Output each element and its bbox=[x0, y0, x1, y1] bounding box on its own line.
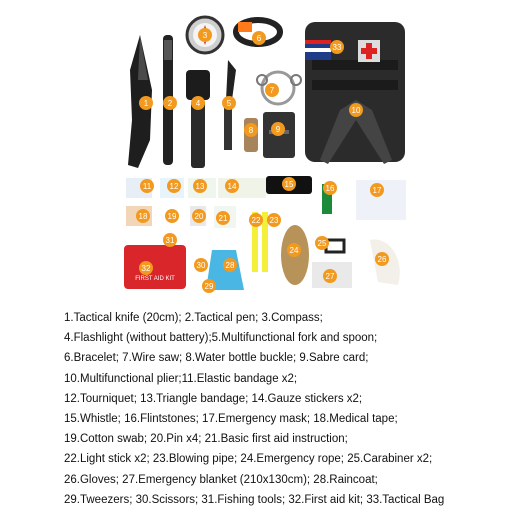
caption-line: 15.Whistle; 16.Flintstones; 17.Emergency mask; 18.Medical tape; bbox=[64, 413, 398, 426]
svg-text:2: 2 bbox=[167, 99, 173, 108]
item-tag bbox=[282, 177, 296, 191]
item-tag bbox=[323, 269, 337, 283]
item-tag bbox=[140, 179, 154, 193]
svg-text:28: 28 bbox=[225, 261, 235, 270]
svg-text:19: 19 bbox=[167, 212, 177, 221]
svg-text:26: 26 bbox=[377, 255, 387, 264]
caption-line: 29.Tweezers; 30.Scissors; 31.Fishing tools; 32.First aid kit; 33.Tactical Bag bbox=[64, 493, 445, 506]
item-tag bbox=[252, 31, 266, 45]
svg-text:7: 7 bbox=[269, 86, 275, 95]
item-tag bbox=[287, 243, 301, 257]
item-tag bbox=[192, 209, 206, 223]
item-tag bbox=[225, 179, 239, 193]
svg-text:33: 33 bbox=[332, 43, 342, 52]
item-tag bbox=[163, 233, 177, 247]
svg-text:10: 10 bbox=[351, 106, 361, 115]
item-tag bbox=[198, 28, 212, 42]
caption-line: 12.Tourniquet; 13.Triangle bandage; 14.Gauze stickers x2; bbox=[64, 392, 363, 405]
svg-text:31: 31 bbox=[165, 236, 175, 245]
svg-text:18: 18 bbox=[138, 212, 148, 221]
item-tag bbox=[163, 96, 177, 110]
wire-saw bbox=[257, 72, 301, 104]
svg-text:15: 15 bbox=[284, 180, 294, 189]
caption-line: 26.Gloves; 27.Emergency blanket (210x130cm); 28.Raincoat; bbox=[64, 473, 378, 486]
item-tag bbox=[167, 179, 181, 193]
item-tag bbox=[370, 183, 384, 197]
item-tag bbox=[216, 211, 230, 225]
flashlight bbox=[186, 70, 210, 168]
svg-text:1: 1 bbox=[143, 99, 149, 108]
svg-text:11: 11 bbox=[142, 182, 152, 191]
svg-text:22: 22 bbox=[251, 216, 261, 225]
caption-line: 22.Light stick x2; 23.Blowing pipe; 24.Emergency rope; 25.Carabiner x2; bbox=[64, 453, 433, 466]
item-tag bbox=[267, 213, 281, 227]
item-tag bbox=[249, 213, 263, 227]
svg-text:4: 4 bbox=[195, 99, 201, 108]
svg-text:30: 30 bbox=[196, 261, 206, 270]
kit-label: FIRST AID KIT bbox=[135, 276, 175, 282]
svg-text:21: 21 bbox=[218, 214, 228, 223]
svg-text:32: 32 bbox=[141, 264, 151, 273]
svg-text:29: 29 bbox=[204, 282, 214, 291]
item-tag bbox=[330, 40, 344, 54]
svg-text:9: 9 bbox=[275, 125, 281, 134]
item-tag bbox=[139, 96, 153, 110]
svg-text:25: 25 bbox=[317, 239, 327, 248]
caption-line: 10.Multifunctional plier;11.Elastic bandage x2; bbox=[64, 372, 298, 385]
item-tag bbox=[323, 181, 337, 195]
item-tag bbox=[375, 252, 389, 266]
caption-line: 1.Tactical knife (20cm); 2.Tactical pen; 3.Compass; bbox=[64, 312, 323, 324]
item-tag bbox=[194, 258, 208, 272]
item-tag bbox=[165, 209, 179, 223]
svg-text:6: 6 bbox=[256, 34, 262, 43]
svg-text:24: 24 bbox=[289, 246, 299, 255]
medical-supplies bbox=[124, 176, 406, 290]
svg-text:14: 14 bbox=[227, 182, 237, 191]
item-tag bbox=[271, 122, 285, 136]
svg-text:8: 8 bbox=[248, 126, 254, 135]
item-tag bbox=[193, 179, 207, 193]
svg-text:3: 3 bbox=[202, 31, 208, 40]
item-tag bbox=[349, 103, 363, 117]
svg-text:16: 16 bbox=[325, 184, 335, 193]
item-caption-list bbox=[64, 308, 504, 510]
svg-text:13: 13 bbox=[195, 182, 205, 191]
tactical-bag bbox=[305, 22, 405, 162]
svg-text:27: 27 bbox=[325, 272, 335, 281]
caption-line: 4.Flashlight (without battery);5.Multifunctional fork and spoon; bbox=[64, 332, 378, 345]
svg-text:23: 23 bbox=[269, 216, 279, 225]
item-tag bbox=[222, 96, 236, 110]
svg-text:20: 20 bbox=[194, 212, 204, 221]
item-tag bbox=[202, 279, 216, 293]
svg-text:17: 17 bbox=[372, 186, 382, 195]
svg-text:5: 5 bbox=[226, 99, 232, 108]
item-tag bbox=[139, 261, 153, 275]
item-tag bbox=[223, 258, 237, 272]
item-tag bbox=[265, 83, 279, 97]
item-tag bbox=[136, 209, 150, 223]
item-tag bbox=[191, 96, 205, 110]
caption-line: 6.Bracelet; 7.Wire saw; 8.Water bottle buckle; 9.Sabre card; bbox=[64, 352, 369, 365]
item-tag bbox=[244, 123, 258, 137]
caption-line: 19.Cotton swab; 20.Pin x4; 21.Basic first aid instruction; bbox=[64, 433, 348, 446]
item-tag bbox=[315, 236, 329, 250]
svg-text:12: 12 bbox=[169, 182, 179, 191]
